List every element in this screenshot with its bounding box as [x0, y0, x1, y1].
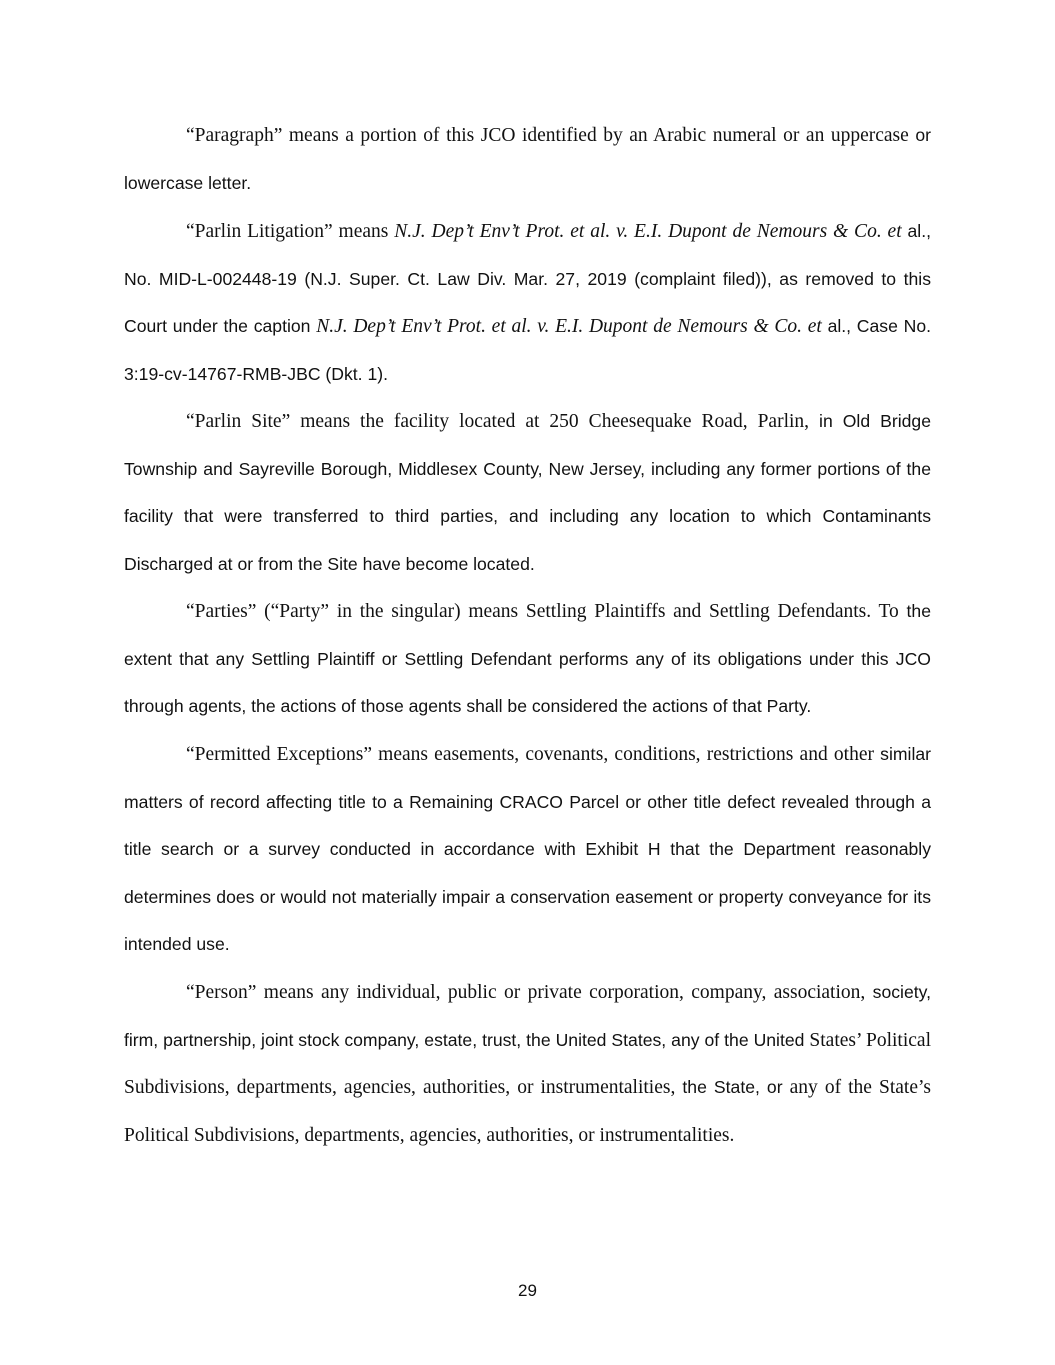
text-segment: the State, or — [682, 1077, 790, 1098]
text-segment: States’ Political Subdivisions, departments, agencies, authorities, or instrumentalities, — [124, 1029, 931, 1099]
text-segment: in Old Bridge Township and Sayreville Borough, Middlesex County, New Jersey, including any former portions of the facility that were transferred to third parties, and including any location to which Contaminants Discharged at or from the Site have become located. — [124, 411, 931, 574]
text-segment: “Permitted Exceptions” means easements, covenants, conditions, restrictions and other — [186, 744, 881, 765]
text-segment: “Person” means any individual, public or private corporation, company, association, — [186, 982, 873, 1003]
text-segment: any of the State’s Political Subdivisions, departments, agencies, authorities, or instrumentalities. — [124, 1077, 931, 1146]
text-segment: , Case No. 3:19-cv-14767-RMB-JBC (Dkt. 1). — [124, 316, 931, 384]
text-segment: al. — [907, 221, 927, 241]
text-segment: , No. MID-L-002448-19 (N.J. Super. Ct. Law Div. Mar. 27, 2019 (complaint filed)), as removed to this Court under the caption — [124, 221, 931, 337]
text-segment: al. — [827, 316, 847, 337]
text-segment: “Parties” (“Party” in the singular) means Settling Plaintiffs and Settling Defendants. To — [186, 601, 907, 622]
paragraph-definition — [124, 112, 931, 207]
text-segment: “Paragraph” means a portion of this JCO identified by an Arabic numeral or an uppercase — [186, 125, 916, 146]
text-segment: “Parlin Site” means the facility located at 250 Cheesequake Road, Parlin, — [186, 411, 820, 432]
parlin-site-definition — [124, 398, 931, 588]
parlin-litigation-definition — [124, 208, 931, 398]
case-caption: N.J. Dep’t Env’t Prot. et al. v. E.I. Dupont de Nemours & Co. et — [316, 316, 828, 338]
text-segment: society, firm, partnership, joint stock company, estate, trust, the United States, any of the United — [124, 982, 931, 1050]
text-segment: the extent that any Settling Plaintiff or Settling Defendant performs any of its obligations under this JCO through agents, the actions of those agents shall be considered the actions of that Party. — [124, 601, 931, 717]
text-segment: or lowercase letter. — [124, 125, 931, 193]
case-caption: N.J. Dep’t Env’t Prot. et al. v. E.I. Dupont de Nemours & Co. et — [394, 221, 908, 242]
person-definition — [124, 969, 931, 1159]
page-number: 29 — [518, 1281, 537, 1300]
parties-definition — [124, 588, 931, 731]
permitted-exceptions-definition — [124, 731, 931, 969]
text-segment: similar matters of record affecting title to a Remaining CRACO Parcel or other title defect revealed through a title search or a survey conducted in accordance with Exhibit H that the Department reasonably determines does or would not materially impair a conservation easement or property conveyance for its intended use. — [124, 744, 931, 955]
text-segment: “Parlin Litigation” means — [186, 221, 395, 242]
